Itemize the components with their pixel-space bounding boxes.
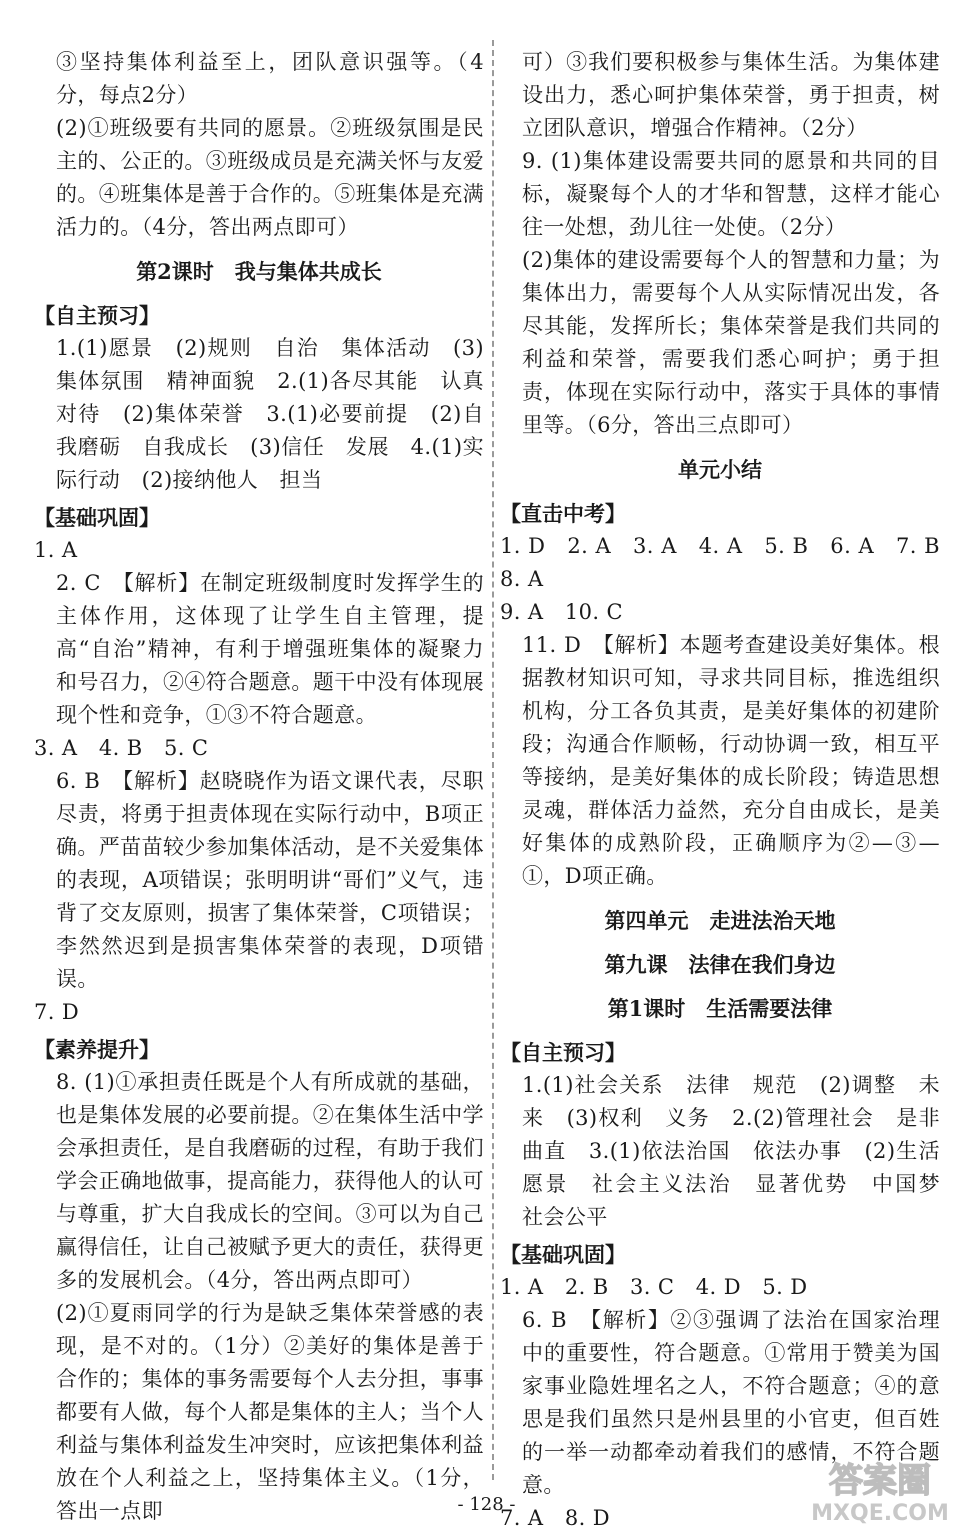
page-number: - 128 - — [457, 1494, 516, 1515]
answer-paragraph: 9. (1)集体建设需要共同的愿景和共同的目标，凝聚每个人的才华和智慧，这样才能心往一处想，劲儿往一处使。（2分） — [522, 149, 940, 239]
section-heading: 第四单元 走进法治天地 — [604, 908, 836, 933]
section-label: 【基础巩固】 — [34, 505, 160, 530]
answer-paragraph: (2)①夏雨同学的行为是缺乏集体荣誉感的表现，是不对的。（1分）②美好的集体是善于合作的；集体的事务需要每个人去分担，事事都要有人做，每个人都是集体的主人；当个人利益与集体利益发生冲突时，应该把集体利益放在个人利益之上，坚持集体主义。（1分，答出一点即 — [56, 1301, 484, 1523]
answer-paragraph: 6. B 【解析】赵晓晓作为语文课代表，尽职尽责，将勇于担责体现在实际行动中，B项正确。严苗苗较少参加集体活动，是不关爱集体的表现，A项错误；张明明讲“哥们”义气，违背了交友原则，损害了集体荣誉，C项错误；李然然迟到是损害集体荣誉的表现，D项错误。 — [56, 769, 484, 991]
answer-paragraph: 7. D — [34, 1000, 80, 1024]
answer-paragraph: 1. A 2. B 3. C 4. D 5. D — [500, 1275, 808, 1299]
watermark-top: 答案圈 — [829, 1461, 931, 1501]
watermark-bottom: MXQE.COM — [811, 1501, 949, 1526]
answer-paragraph: 11. D 【解析】本题考查建设美好集体。根据教材知识可知，寻求共同目标，推选组织机构，分工各负其责，是美好集体的初建阶段；沟通合作顺畅，行动协调一致，相互平等接纳，是美好集体的成长阶段；铸造思想灵魂，群体活力益然，充分自由成长，是美好集体的成熟阶段，正确顺序为②—③—①，D项正确。 — [522, 633, 940, 888]
section-heading: 第2课时 我与集体共成长 — [136, 259, 382, 284]
section-heading: 单元小结 — [678, 457, 762, 482]
right-column — [500, 46, 962, 1535]
answer-paragraph: (2)①班级要有共同的愿景。②班级氛围是民主的、公正的。③班级成员是充满关怀与友爱的。④班集体是善于合作的。⑤班集体是充满活力的。（4分，答出两点即可） — [56, 116, 484, 239]
answer-paragraph: 3. A 4. B 5. C — [34, 736, 209, 760]
left-column — [34, 46, 484, 1528]
section-label: 【自主预习】 — [34, 303, 160, 328]
answer-paragraph: 9. A 10. C — [500, 600, 624, 624]
answer-paragraph: 1. D 2. A 3. A 4. A 5. B 6. A 7. B 8. A — [500, 534, 962, 591]
answer-paragraph: 1.(1)愿景 (2)规则 自治 集体活动 (3)集体氛围 精神面貌 2.(1)各尽其能 认真对待 (2)集体荣誉 3.(1)必要前提 (2)自我磨砺 自我成长 (3)信任 发展 4.(1)实际行动 (2)接纳他人 担当 — [56, 336, 484, 492]
answer-paragraph: 1.(1)社会关系 法律 规范 (2)调整 未来 (3)权利 义务 2.(2)管理社会 是非曲直 3.(1)依法治国 依法办事 (2)生活愿景 社会主义法治 显著优势 中国梦 社会公平 — [522, 1073, 962, 1229]
section-label: 【直击中考】 — [500, 501, 626, 526]
section-label: 【自主预习】 — [500, 1040, 626, 1065]
section-heading: 第1课时 生活需要法律 — [607, 996, 833, 1021]
answer-paragraph: 7. A 8. D — [500, 1506, 611, 1530]
section-label: 【素养提升】 — [34, 1037, 160, 1062]
answer-paragraph: 6. B 【解析】②③强调了法治在国家治理中的重要性，符合题意。①常用于赞美为国家事业隐姓埋名之人，不符合题意；④的意思是我们虽然只是州县里的小官吏，但百姓的一举一动都牵动着我们的感情，不符合题意。 — [522, 1308, 940, 1497]
answer-paragraph: 8. (1)①承担责任既是个人有所成就的基础，也是集体发展的必要前提。②在集体生活中学会承担责任，是自我磨砺的过程，有助于我们学会正确地做事，提高能力，获得他人的认可与尊重，扩大自我成长的空间。③可以为自己赢得信任，让自己被赋予更大的责任，获得更多的发展机会。（4分，答出两点即可） — [56, 1070, 484, 1292]
answer-paragraph: 2. C 【解析】在制定班级制度时发挥学生的主体作用，这体现了让学生自主管理，提高“自治”精神，有利于增强班集体的凝聚力和号召力，②④符合题意。题干中没有体现展现个性和竞争，①③不符合题意。 — [56, 571, 484, 727]
answer-paragraph: (2)集体的建设需要每个人的智慧和力量；为集体出力，需要每个人从实际情况出发，各尽其能，发挥所长；集体荣誉是我们共同的利益和荣誉，需要我们悉心呵护；勇于担责，体现在实际行动中，落实于具体的事情里等。（6分，答出三点即可） — [522, 248, 940, 437]
column-divider — [492, 40, 494, 1480]
answer-paragraph: 1. A — [34, 538, 78, 562]
answer-paragraph: 可）③我们要积极参与集体生活。为集体建设出力，悉心呵护集体荣誉，勇于担责，树立团队意识，增强合作精神。（2分） — [522, 50, 940, 140]
section-label: 【基础巩固】 — [500, 1242, 626, 1267]
answer-paragraph: ③坚持集体利益至上，团队意识强等。（4分，每点2分） — [56, 50, 484, 107]
section-heading: 第九课 法律在我们身边 — [604, 952, 836, 977]
watermark-logo — [805, 1452, 955, 1528]
